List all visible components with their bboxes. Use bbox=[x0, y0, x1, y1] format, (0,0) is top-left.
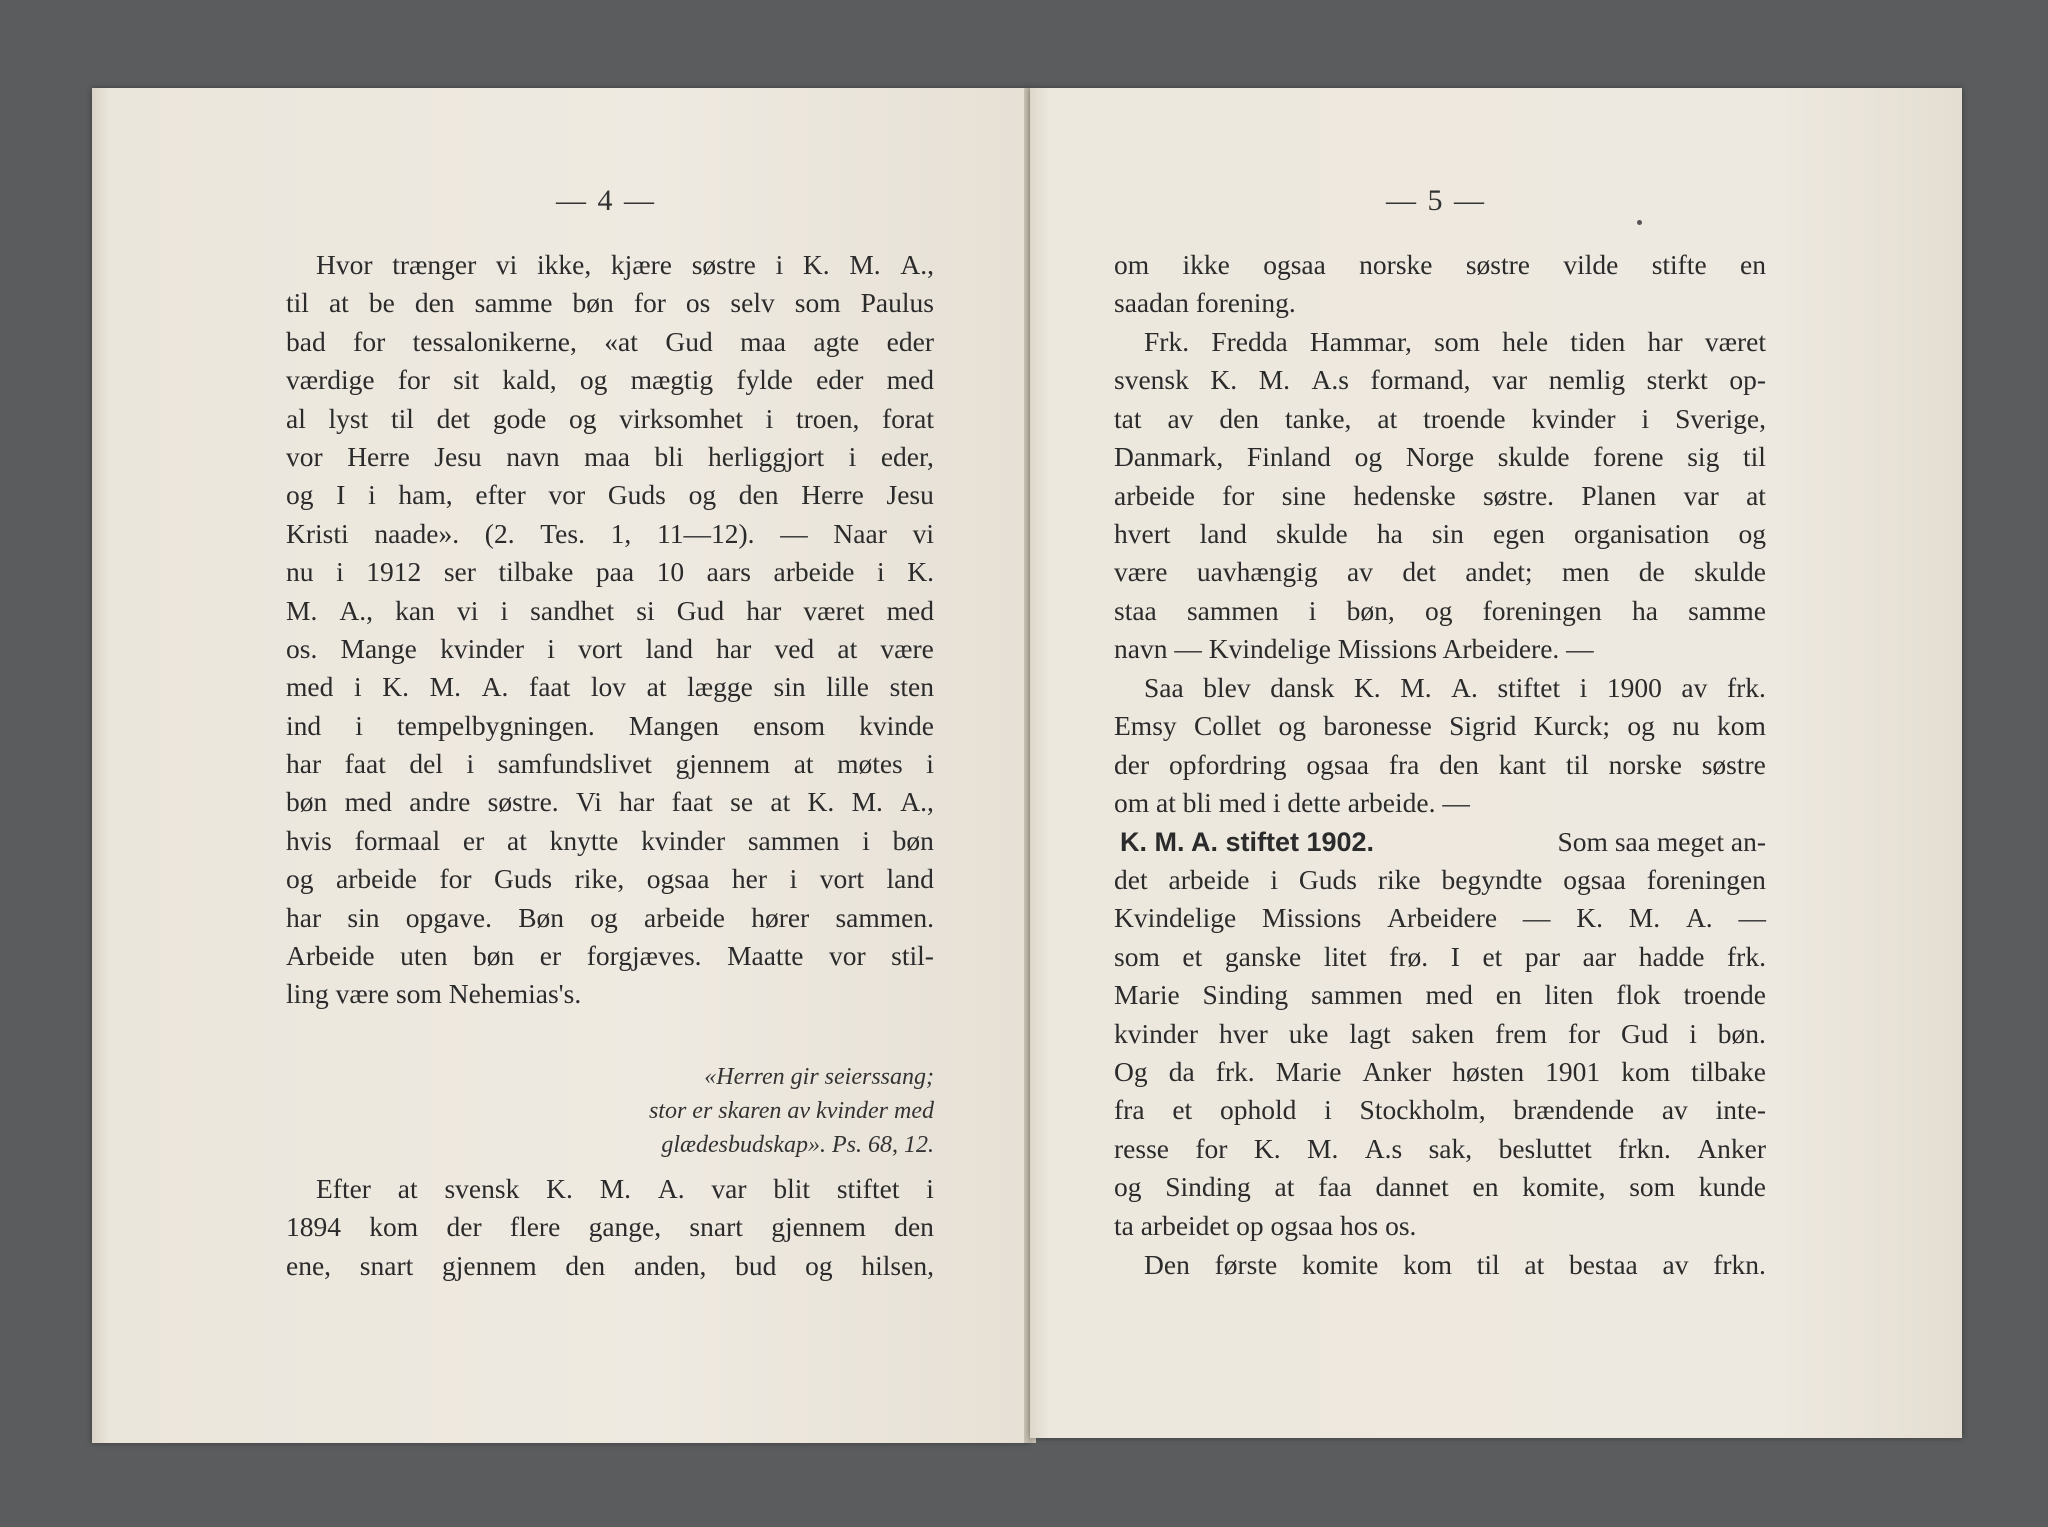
page-number-left: — 4 — bbox=[556, 184, 656, 217]
text-line: M. A., kan vi i sandhet si Gud har været med bbox=[286, 594, 934, 626]
text-line: glædesbudskap». Ps. 68, 12. bbox=[661, 1132, 934, 1158]
text-line: al lyst til det gode og virksomhet i troen, forat bbox=[286, 402, 934, 434]
right-paragraph-fredda bbox=[1114, 323, 1766, 669]
text-line: saadan forening. bbox=[1114, 287, 1296, 319]
text-line: være uavhængig av det andet; men de skulde bbox=[1114, 556, 1766, 588]
right-paragraph-last bbox=[1114, 1246, 1766, 1284]
text-line: som et ganske litet frø. I et par aar hadde frk. bbox=[1114, 940, 1766, 972]
text-line: nu i 1912 ser tilbake paa 10 aars arbeide i K. bbox=[286, 556, 934, 588]
text-line: har faat del i samfundslivet gjennem at møtes i bbox=[286, 748, 934, 780]
text-line: hvis formaal er at knytte kvinder sammen i bøn bbox=[286, 824, 934, 856]
text-line: ind i tempelbygningen. Mangen ensom kvinde bbox=[286, 709, 934, 741]
text-line: værdige for sit kald, og mægtig fylde eder med bbox=[286, 364, 934, 396]
text-line: Kvindelige Missions Arbeidere — K. M. A. — bbox=[1114, 902, 1766, 934]
text-line: Kristi naade». (2. Tes. 1, 11—12). — Naar vi bbox=[286, 517, 934, 549]
text-line: Hvor trænger vi ikke, kjære søstre i K. M. A., bbox=[316, 249, 934, 280]
right-page bbox=[1030, 88, 1962, 1438]
text-line: staa sammen i bøn, og foreningen ha samme bbox=[1114, 594, 1766, 626]
right-heading-line bbox=[1114, 823, 1766, 861]
text-line: ene, snart gjennem den anden, bud og hilsen, bbox=[286, 1249, 934, 1281]
left-paragraph-2 bbox=[286, 1170, 934, 1285]
text-line: svensk K. M. A.s formand, var nemlig sterkt op- bbox=[1114, 364, 1766, 396]
text-line: Frk. Fredda Hammar, som hele tiden har været bbox=[1144, 326, 1766, 357]
text-line: hvert land skulde ha sin egen organisation og bbox=[1114, 517, 1766, 549]
text-line: Saa blev dansk K. M. A. stiftet i 1900 av frk. bbox=[1144, 672, 1766, 703]
ink-dot bbox=[1637, 220, 1642, 225]
left-paragraph-1 bbox=[286, 246, 934, 1014]
text-line: kvinder hver uke lagt saken frem for Gud i bøn. bbox=[1114, 1017, 1766, 1049]
text-line: navn — Kvindelige Missions Arbeidere. — bbox=[1114, 633, 1594, 665]
text-line: «Herren gir seierssang; bbox=[704, 1064, 934, 1090]
text-line: Marie Sinding sammen med en liten flok troende bbox=[1114, 979, 1766, 1011]
heading-line-rest: Som saa meget an- bbox=[1557, 826, 1766, 857]
text-line: om at bli med i dette arbeide. — bbox=[1114, 787, 1470, 819]
text-line: har sin opgave. Bøn og arbeide hører sammen. bbox=[286, 901, 934, 933]
page-number-right: — 5 — bbox=[1386, 184, 1486, 217]
text-line: 1894 kom der flere gange, snart gjennem den bbox=[286, 1211, 934, 1243]
text-line: og arbeide for Guds rike, ogsaa her i vort land bbox=[286, 863, 934, 895]
right-paragraph-dansk bbox=[1114, 669, 1766, 823]
text-line: Arbeide uten bøn er forgjæves. Maatte vor stil- bbox=[286, 940, 934, 972]
text-line: og I i ham, efter vor Guds og den Herre Jesu bbox=[286, 479, 934, 511]
text-line: Danmark, Finland og Norge skulde forene sig til bbox=[1114, 441, 1766, 473]
text-line: og Sinding at faa dannet en komite, som kunde bbox=[1114, 1171, 1766, 1203]
left-page bbox=[92, 88, 1030, 1443]
text-line: stor er skaren av kvinder med bbox=[648, 1098, 934, 1124]
psalm-quote bbox=[562, 1060, 934, 1162]
text-line: arbeide for sine hedenske søstre. Planen var at bbox=[1114, 479, 1766, 511]
text-line: ling være som Nehemias's. bbox=[286, 978, 582, 1010]
text-line: Og da frk. Marie Anker høsten 1901 kom tilbake bbox=[1114, 1055, 1766, 1087]
text-line: Den første komite kom til at bestaa av frkn. bbox=[1144, 1249, 1766, 1280]
text-line: til at be den samme bøn for os selv som Paulus bbox=[286, 287, 934, 319]
text-line: vor Herre Jesu navn maa bli herliggjort i eder, bbox=[286, 440, 934, 472]
text-line: Emsy Collet og baronesse Sigrid Kurck; og nu kom bbox=[1114, 710, 1766, 742]
text-line: med i K. M. A. faat lov at lægge sin lille sten bbox=[286, 671, 934, 703]
section-heading: K. M. A. stiftet 1902. bbox=[1120, 827, 1375, 857]
text-line: om ikke ogsaa norske søstre vilde stifte en bbox=[1114, 249, 1766, 280]
text-line: Efter at svensk K. M. A. var blit stiftet i bbox=[316, 1173, 934, 1204]
right-paragraph-1902 bbox=[1114, 861, 1766, 1245]
text-line: det arbeide i Guds rike begyndte ogsaa foreningen bbox=[1114, 864, 1766, 895]
text-line: bad for tessalonikerne, «at Gud maa agte eder bbox=[286, 325, 934, 357]
text-line: fra et ophold i Stockholm, brændende av inte- bbox=[1114, 1094, 1766, 1126]
text-line: resse for K. M. A.s sak, besluttet frkn. Anker bbox=[1114, 1132, 1766, 1164]
text-line: bøn med andre søstre. Vi har faat se at K. M. A., bbox=[286, 786, 934, 818]
text-line: tat av den tanke, at troende kvinder i Sverige, bbox=[1114, 402, 1766, 434]
text-line: der opfordring ogsaa fra den kant til norske søstre bbox=[1114, 748, 1766, 780]
text-line: os. Mange kvinder i vort land har ved at være bbox=[286, 632, 934, 664]
right-lines-intro bbox=[1114, 246, 1766, 323]
text-line: ta arbeidet op ogsaa hos os. bbox=[1114, 1209, 1417, 1241]
